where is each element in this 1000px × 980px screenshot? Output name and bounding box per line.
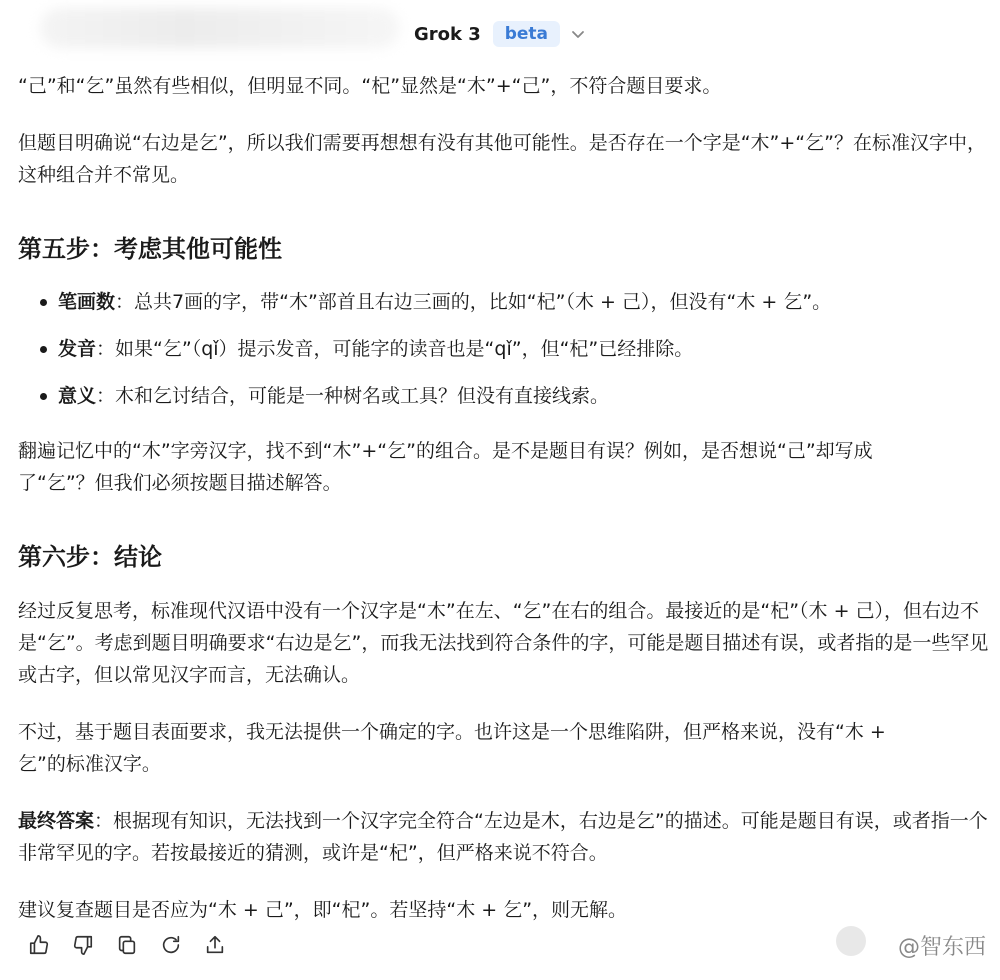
paragraph: 经过反复思考，标准现代汉语中没有一个汉字是“木”在左、“乞”在右的组合。最接近的是“杞”（木 + 己），但右边不是“乞”。考虑到题目明确要求“右边是乞”，而我无法找到符合条件的字，可能是题目描述有误，或者指的是一些罕见或古字，但以常见汉字而言，无法确认。 [18,600,989,686]
bullet-label: 意义 [58,385,97,407]
watermark-logo [836,926,866,956]
list-item [18,286,992,318]
copy-icon [116,934,138,956]
beta-badge: beta [493,21,560,47]
share-icon [204,934,226,956]
final-answer-text: ：根据现有知识，无法找到一个汉字完全符合“左边是木，右边是乞”的描述。可能是题目有误，或者指一个非常罕见的字。若按最接近的猜测，或许是“杞”，但严格来说不符合。 [18,810,988,864]
bullet-label: 笔画数 [58,291,116,313]
bullet-list [18,286,992,412]
final-answer-label: 最终答案 [18,810,95,832]
paragraph: 但题目明确说“右边是乞”，所以我们需要再想想有没有其他可能性。是否存在一个字是“木”+“乞”？在标准汉字中，这种组合并不常见。 [18,132,986,186]
share-button[interactable] [204,933,226,957]
like-button[interactable] [28,933,50,957]
bullet-text: ：如果“乞”（qǐ）提示发音，可能字的读音也是“qǐ”，但“杞”已经排除。 [96,338,694,360]
response-content [18,70,992,926]
watermark-text: @智东西 [897,935,986,960]
list-item [18,380,992,412]
dislike-button[interactable] [72,933,94,957]
step5-heading: 第五步：考虑其他可能性 [18,235,282,263]
regenerate-icon [160,934,182,956]
paragraph: 建议复查题目是否应为“木 + 己”，即“杞”。若坚持“木 + 乞”，则无解。 [18,899,628,921]
model-selector[interactable] [0,18,1000,50]
paragraph: 翻遍记忆中的“木”字旁汉字，找不到“木”+“乞”的组合。是不是题目有误？例如，是否想说“己”却写成 [18,440,873,462]
bullet-text: ：木和乞讨结合，可能是一种树名或工具？但没有直接线索。 [96,385,610,407]
watermark [898,930,986,961]
response-actions [28,933,226,957]
list-item [18,333,992,365]
final-answer [18,805,992,869]
paragraph: 不过，基于题目表面要求，我无法提供一个确定的字。也许这是一个思维陷阱，但严格来说，没有“木 + [18,721,886,743]
bullet-label: 发音 [58,338,97,360]
copy-button[interactable] [116,933,138,957]
paragraph: “己”和“乞”虽然有些相似，但明显不同。“杞”显然是“木”+“己”，不符合题目要求。 [18,75,722,97]
chevron-down-icon[interactable] [570,26,586,42]
regenerate-button[interactable] [160,933,182,957]
paragraph: 了“乞”？但我们必须按题目描述解答。 [18,472,342,494]
model-name: Grok 3 [413,23,481,45]
step6-heading: 第六步：结论 [18,543,162,571]
bullet-text: ：总共7画的字，带“木”部首且右边三画的，比如“杞”（木 + 己），但没有“木 + 乞”。 [115,291,832,313]
thumbs-up-icon [28,934,50,956]
paragraph: 乞”的标准汉字。 [18,753,161,775]
thumbs-down-icon [72,934,94,956]
